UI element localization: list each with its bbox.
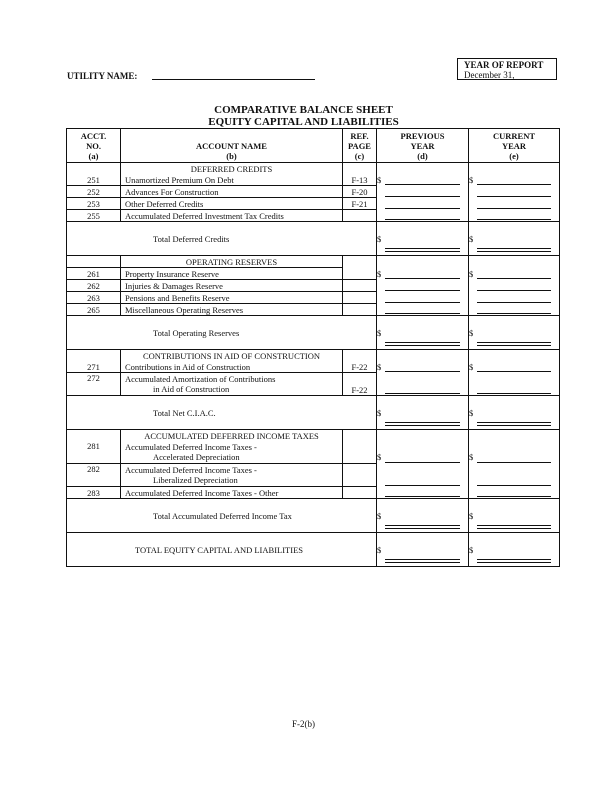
ref-page: F-21 — [343, 198, 377, 210]
current-year-input[interactable] — [469, 210, 560, 222]
account-name: Accumulated Deferred Income Taxes - Liberalized Depreciation — [121, 464, 343, 487]
account-name: Accumulated Deferred Income Taxes - Accelerated Depreciation — [121, 441, 343, 464]
header-current-year: CURRENT YEAR (e) — [469, 129, 560, 163]
year-of-report-box — [457, 58, 557, 80]
ref-page: F-22 — [343, 373, 377, 396]
previous-year-input[interactable] — [377, 487, 469, 499]
account-name: Accumulated Amortization of Contributions in Aid of Construction — [121, 373, 343, 396]
header-previous-year: PREVIOUS YEAR (d) — [377, 129, 469, 163]
total-row-ciac — [67, 396, 560, 430]
grand-total-row — [67, 533, 560, 567]
current-year-total[interactable]: $ — [469, 316, 560, 350]
previous-year-input[interactable]: $ — [377, 361, 469, 373]
previous-year-total[interactable]: $ — [377, 316, 469, 350]
ref-page: F-22 — [343, 361, 377, 373]
table-row — [67, 210, 560, 222]
acct-number: 252 — [67, 186, 121, 198]
current-year-input[interactable] — [469, 487, 560, 499]
previous-year-input[interactable] — [377, 280, 469, 292]
acct-number: 271 — [67, 361, 121, 373]
current-year-input[interactable] — [469, 292, 560, 304]
previous-year-input[interactable]: $ — [377, 268, 469, 280]
table-row — [67, 292, 560, 304]
previous-year-input[interactable] — [377, 198, 469, 210]
table-row — [67, 198, 560, 210]
acct-number: 251 — [67, 174, 121, 186]
previous-year-input[interactable]: $ — [377, 441, 469, 464]
previous-year-input[interactable] — [377, 292, 469, 304]
previous-year-input[interactable] — [377, 210, 469, 222]
previous-year-total[interactable]: $ — [377, 396, 469, 430]
current-year-input[interactable] — [469, 464, 560, 487]
header-ref-page: REF. PAGE (c) — [343, 129, 377, 163]
total-label: Total Accumulated Deferred Income Tax — [67, 499, 377, 533]
account-name: Property Insurance Reserve — [121, 268, 343, 280]
total-label: Total Operating Reserves — [67, 316, 377, 350]
utility-name-field[interactable] — [152, 79, 315, 80]
acct-number: 281 — [67, 441, 121, 464]
current-year-input[interactable] — [469, 280, 560, 292]
balance-sheet-table — [66, 128, 560, 567]
acct-number: 253 — [67, 198, 121, 210]
previous-year-input[interactable] — [377, 304, 469, 316]
acct-number: 263 — [67, 292, 121, 304]
current-year-total[interactable]: $ — [469, 396, 560, 430]
table-row — [67, 174, 560, 186]
account-name: Other Deferred Credits — [121, 198, 343, 210]
table-row — [67, 268, 560, 280]
utility-name-label: UTILITY NAME: — [67, 71, 138, 81]
account-name: Miscellaneous Operating Reserves — [121, 304, 343, 316]
current-year-input[interactable] — [469, 304, 560, 316]
table-row — [67, 464, 560, 487]
ref-page: F-20 — [343, 186, 377, 198]
current-year-input[interactable]: $ — [469, 174, 560, 186]
current-year-grand-total[interactable]: $ — [469, 533, 560, 567]
account-name: Advances For Construction — [121, 186, 343, 198]
table-row — [67, 186, 560, 198]
ref-page: F-13 — [343, 174, 377, 186]
page-title: COMPARATIVE BALANCE SHEET — [214, 104, 393, 116]
acct-number: 261 — [67, 268, 121, 280]
previous-year-total[interactable]: $ — [377, 222, 469, 256]
acct-number: 255 — [67, 210, 121, 222]
acct-number: 283 — [67, 487, 121, 499]
page-subtitle: EQUITY CAPITAL AND LIABILITIES — [208, 116, 399, 128]
previous-year-total[interactable]: $ — [377, 499, 469, 533]
table-header-row — [67, 129, 560, 163]
table-row — [67, 280, 560, 292]
total-row-adit — [67, 499, 560, 533]
previous-year-input[interactable] — [377, 373, 469, 396]
account-name: Accumulated Deferred Investment Tax Credits — [121, 210, 343, 222]
ref-page — [343, 210, 377, 222]
section-heading-adit: ACCUMULATED DEFERRED INCOME TAXES — [67, 430, 560, 442]
account-name: Unamortized Premium On Debt — [121, 174, 343, 186]
account-name: Accumulated Deferred Income Taxes - Other — [121, 487, 343, 499]
grand-total-label: TOTAL EQUITY CAPITAL AND LIABILITIES — [67, 533, 377, 567]
current-year-total[interactable]: $ — [469, 499, 560, 533]
current-year-input[interactable] — [469, 373, 560, 396]
current-year-input[interactable] — [469, 198, 560, 210]
section-heading-deferred-credits: DEFERRED CREDITS — [67, 163, 560, 175]
section-heading-ciac: CONTRIBUTIONS IN AID OF CONSTRUCTION — [67, 350, 560, 362]
current-year-input[interactable]: $ — [469, 441, 560, 464]
acct-number: 265 — [67, 304, 121, 316]
total-row-operating-reserves — [67, 316, 560, 350]
total-label: Total Deferred Credits — [67, 222, 377, 256]
header-acct: ACCT. NO. (a) — [67, 129, 121, 163]
account-name: Pensions and Benefits Reserve — [121, 292, 343, 304]
page-number: F-2(b) — [292, 719, 315, 729]
table-row — [67, 441, 560, 464]
total-label: Total Net C.I.A.C. — [67, 396, 377, 430]
table-row — [67, 487, 560, 499]
previous-year-input[interactable]: $ — [377, 174, 469, 186]
current-year-total[interactable]: $ — [469, 222, 560, 256]
year-of-report-value: December 31, — [464, 70, 515, 80]
table-row — [67, 304, 560, 316]
current-year-input[interactable] — [469, 186, 560, 198]
current-year-input[interactable]: $ — [469, 268, 560, 280]
table-row — [67, 373, 560, 396]
account-name: Contributions in Aid of Construction — [121, 361, 343, 373]
header-account-name: ACCOUNT NAME (b) — [121, 129, 343, 163]
total-row-deferred-credits — [67, 222, 560, 256]
acct-number: 272 — [67, 373, 121, 396]
previous-year-input[interactable] — [377, 464, 469, 487]
account-name: Injuries & Damages Reserve — [121, 280, 343, 292]
section-heading-operating-reserves: OPERATING RESERVES — [67, 256, 560, 268]
year-of-report-label: YEAR OF REPORT — [464, 60, 544, 70]
current-year-input[interactable]: $ — [469, 361, 560, 373]
previous-year-input[interactable] — [377, 186, 469, 198]
table-row — [67, 361, 560, 373]
previous-year-grand-total[interactable]: $ — [377, 533, 469, 567]
acct-number: 262 — [67, 280, 121, 292]
acct-number: 282 — [67, 464, 121, 487]
